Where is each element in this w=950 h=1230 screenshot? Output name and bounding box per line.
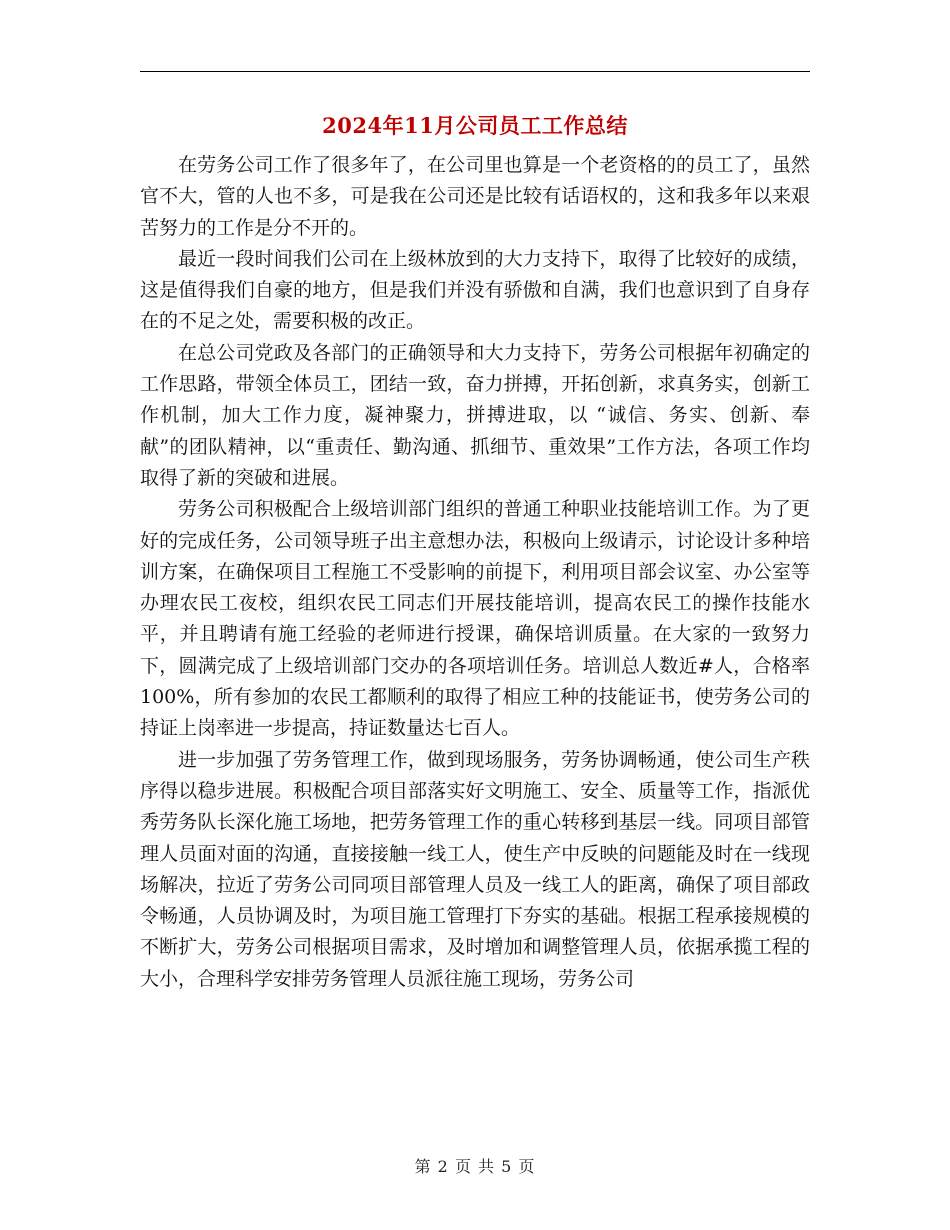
- paragraph: 进一步加强了劳务管理工作，做到现场服务，劳务协调畅通，使公司生产秩序得以稳步进展。积极配合项目部落实好文明施工、安全、质量等工作，指派优秀劳务队长深化施工场地，把劳务管理工作的重心转移到基层一线。同项目部管理人员面对面的沟通，直接接触一线工人，使生产中反映的问题能及时在一线现场解决，拉近了劳务公司同项目部管理人员及一线工人的距离，确保了项目部政令畅通，人员协调及时，为项目施工管理打下夯实的基础。根据工程承接规模的不断扩大，劳务公司根据项目需求，及时增加和调整管理人员，依据承揽工程的大小，合理科学安排劳务管理人员派往施工现场，劳务公司: [140, 748, 810, 990]
- document-body: [140, 150, 810, 995]
- header-rule: [140, 71, 810, 72]
- paragraph: 在总公司党政及各部门的正确领导和大力支持下，劳务公司根据年初确定的工作思路，带领全体员工，团结一致，奋力拼搏，开拓创新，求真务实，创新工作机制，加大工作力度，凝神聚力，拼搏进取，以 “诚信、务实、创新、奉献”的团队精神，以“重责任、勤沟通、抓细节、重效果”工作方法，各项工作均取得了新的突破和进展。: [140, 341, 810, 489]
- page-number-footer: 第 2 页 共 5 页: [414, 1157, 536, 1176]
- paragraph: 劳务公司积极配合上级培训部门组织的普通工种职业技能培训工作。为了更好的完成任务，公司领导班子出主意想办法，积极向上级请示，讨论设计多种培训方案，在确保项目工程施工不受影响的前提下，利用项目部会议室、办公室等办理农民工夜校，组织农民工同志们开展技能培训，提高农民工的操作技能水平，并且聘请有施工经验的老师进行授课，确保培训质量。在大家的一致努力下，圆满完成了上级培训部门交办的各项培训任务。培训总人数近#人，合格率 100%，所有参加的农民工都顺利的取得了相应工种的技能证书，使劳务公司的持证上岗率进一步提高，持证数量达七百人。: [140, 498, 810, 740]
- document-title: 2024年11月公司员工工作总结: [322, 113, 628, 138]
- paragraph: 在劳务公司工作了很多年了，在公司里也算是一个老资格的的员工了，虽然官不大，管的人也不多，可是我在公司还是比较有话语权的，这和我多年以来艰苦努力的工作是分不开的。: [140, 154, 810, 239]
- paragraph: 最近一段时间我们公司在上级林放到的大力支持下，取得了比较好的成绩，这是值得我们自豪的地方，但是我们并没有骄傲和自满，我们也意识到了自身存在的不足之处，需要积极的改正。: [140, 247, 810, 333]
